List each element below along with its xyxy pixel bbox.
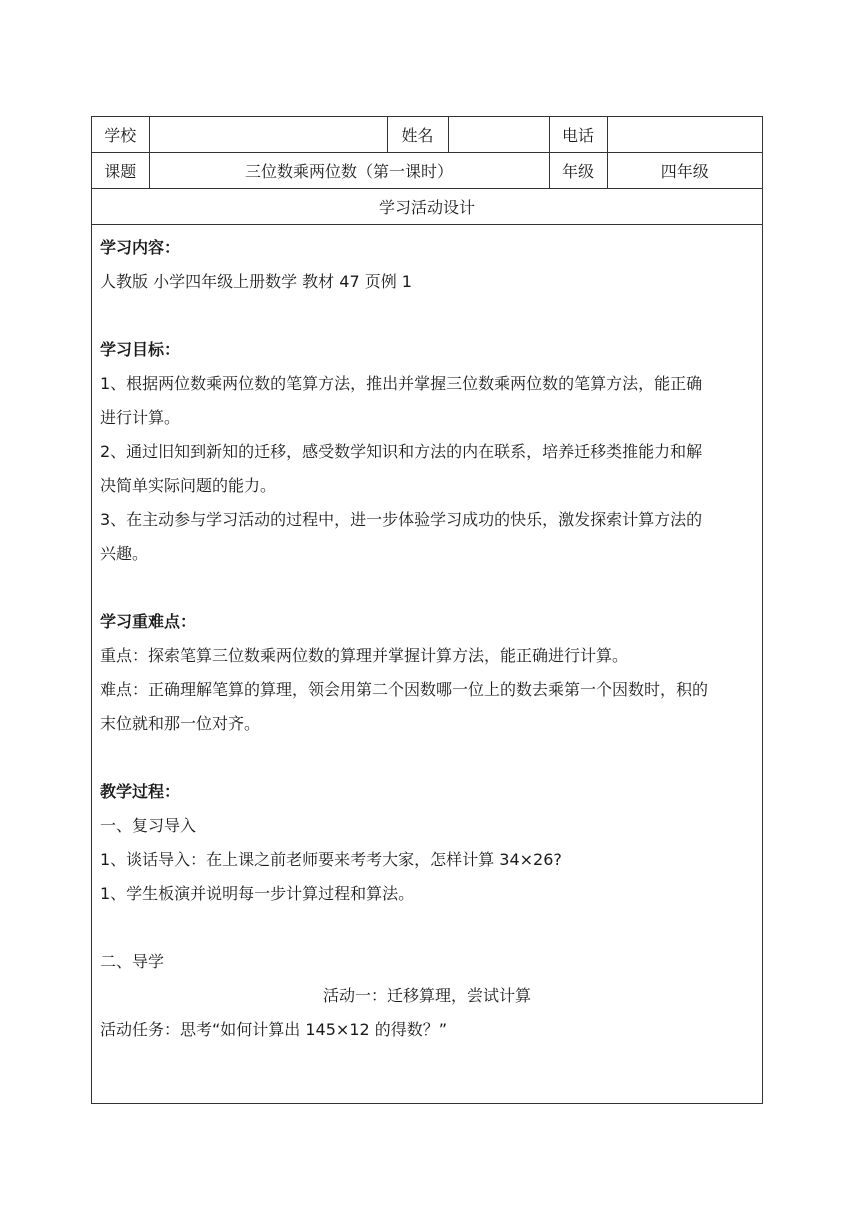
- name-label: 姓名: [387, 117, 448, 153]
- goal-1-line-2: 进行计算。: [100, 408, 181, 427]
- school-value: [149, 117, 387, 153]
- goal-2-line-2: 决简单实际问题的能力。: [100, 476, 277, 495]
- step-1-item-2: 1、学生板演并说明每一步计算过程和算法。: [100, 884, 415, 903]
- goal-3-line-2: 兴趣。: [100, 544, 149, 563]
- topic-label: 课题: [92, 153, 149, 189]
- activity-1-title: 活动一：迁移算理，尝试计算: [322, 986, 531, 1005]
- goal-2-line-1: 2、通过旧知到新知的迁移，感受数学知识和方法的内在联系，培养迁移类推能力和解: [100, 442, 703, 461]
- difficulty-line-2: 末位就和那一位对齐。: [100, 714, 261, 733]
- school-label: 学校: [92, 117, 149, 153]
- heading-goals: 学习目标：: [100, 340, 181, 359]
- section-title: 学习活动设计: [92, 189, 762, 225]
- activity-task: 活动任务：思考“如何计算出 145×12 的得数？”: [100, 1020, 448, 1039]
- content-line: 人教版 小学四年级上册数学 教材 47 页例 1: [100, 272, 412, 291]
- difficulty-line-1: 难点：正确理解笔算的算理，领会用第二个因数哪一位上的数去乘第一个因数时，积的: [100, 680, 709, 699]
- step-1-item-1: 1、谈话导入：在上课之前老师要来考考大家，怎样计算 34×26?: [100, 850, 562, 869]
- key-point: 重点：探索笔算三位数乘两位数的算理并掌握计算方法，能正确进行计算。: [100, 646, 629, 665]
- topic-value: 三位数乘两位数（第一课时）: [149, 153, 549, 189]
- phone-value: [607, 117, 762, 153]
- step-2-title: 二、导学: [100, 952, 165, 971]
- header-row-3: [92, 189, 762, 225]
- grade-label: 年级: [549, 153, 607, 189]
- lesson-plan-sheet: [91, 116, 763, 1104]
- name-value: [448, 117, 549, 153]
- goal-1-line-1: 1、根据两位数乘两位数的笔算方法，推出并掌握三位数乘两位数的笔算方法，能正确: [100, 374, 703, 393]
- header-row-2: [92, 153, 762, 189]
- content-body: [92, 225, 762, 1047]
- heading-process: 教学过程：: [100, 782, 181, 801]
- heading-content: 学习内容：: [100, 238, 181, 257]
- header-row-1: [92, 117, 762, 153]
- heading-key-points: 学习重难点：: [100, 612, 197, 631]
- grade-value: 四年级: [607, 153, 762, 189]
- header-table: [92, 117, 762, 225]
- phone-label: 电话: [549, 117, 607, 153]
- step-1-title: 一、复习导入: [100, 816, 197, 835]
- goal-3-line-1: 3、在主动参与学习活动的过程中，进一步体验学习成功的快乐，激发探索计算方法的: [100, 510, 703, 529]
